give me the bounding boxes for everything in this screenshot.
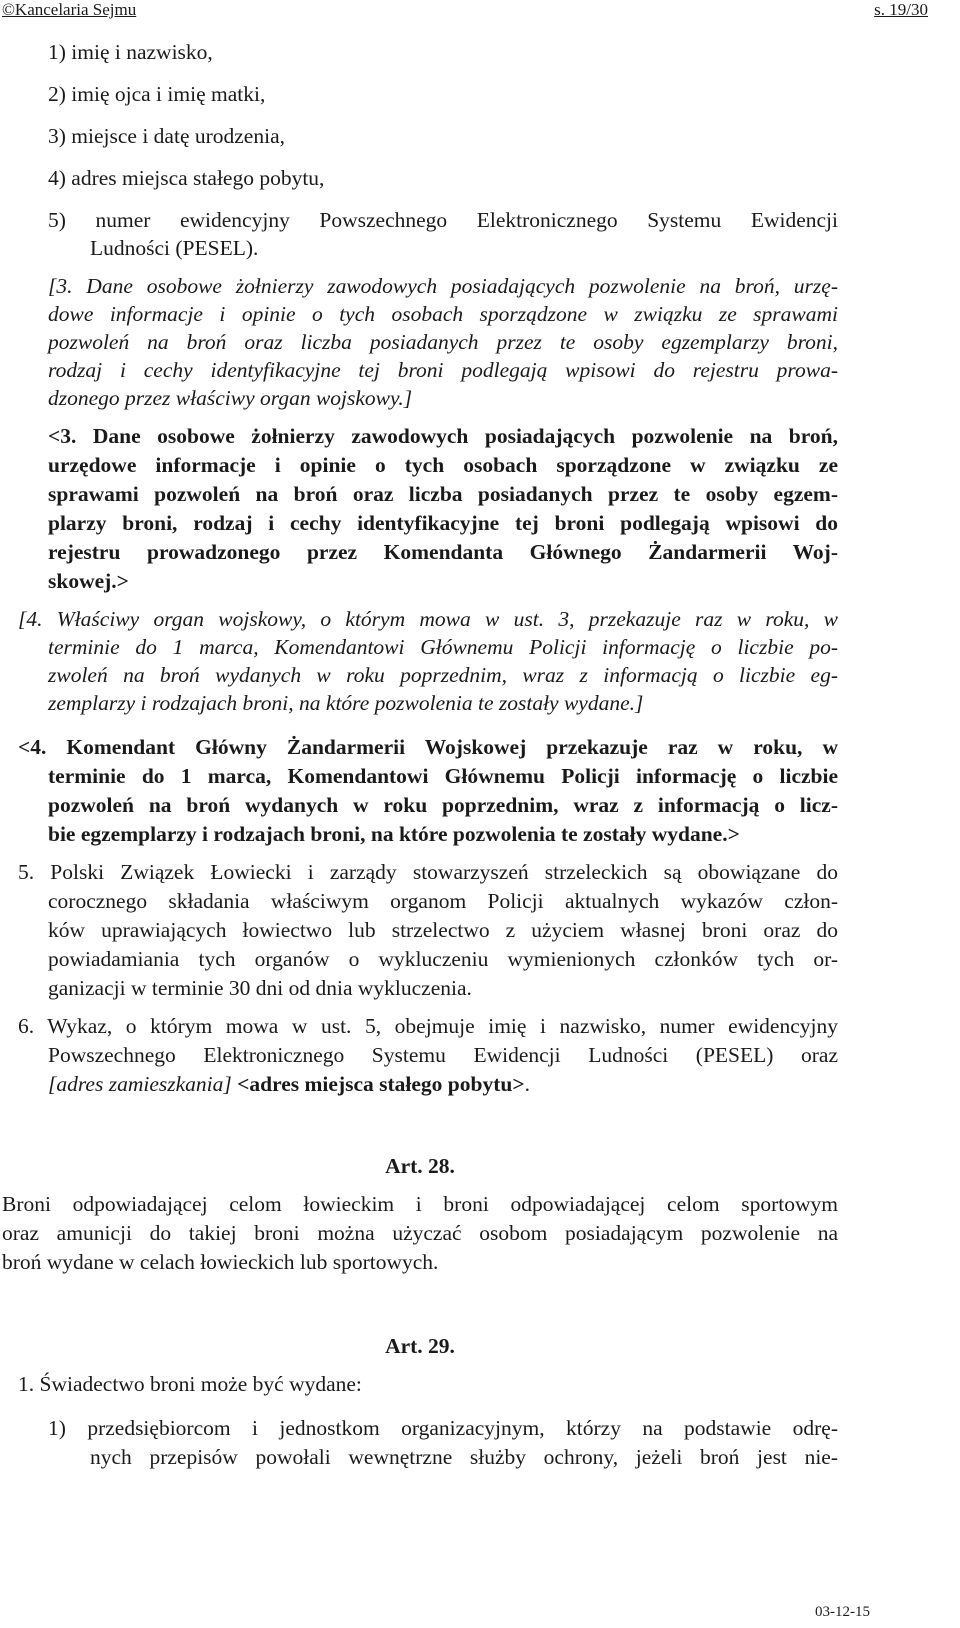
text-line: <3. Dane osobowe żołnierzy zawodowych posiadających pozwolenie na broń, <box>48 424 838 448</box>
text-line: zwoleń na broń wydanych w roku poprzednim, wraz z informacją o liczbie eg- <box>48 663 838 687</box>
header-page-number: s. 19/30 <box>874 0 928 19</box>
text-line: bie egzemplarzy i rodzajach broni, na które pozwolenia te zostały wydane.> <box>48 822 740 846</box>
list-item: 1) imię i nazwisko, <box>48 40 213 64</box>
list-item: 2) imię ojca i imię matki, <box>48 82 266 106</box>
text-line: dzonego przez właściwy organ wojskowy.] <box>48 386 413 410</box>
header-copyright: ©Kancelaria Sejmu <box>2 0 137 19</box>
text-line: terminie do 1 marca, Komendantowi Głównemu Policji informację o liczbie <box>48 764 838 788</box>
list-item: 3) miejsce i datę urodzenia, <box>48 124 285 148</box>
text-line <box>48 1070 530 1098</box>
text-line: Powszechnego Elektronicznego Systemu Ewidencji Ludności (PESEL) oraz <box>48 1043 838 1067</box>
period: . <box>524 1072 530 1096</box>
text-line: powiadamiania tych organów o wykluczeniu wymienionych członków tych or- <box>48 947 838 971</box>
added-text: <adres miejsca stałego pobytu> <box>237 1072 525 1096</box>
text-line: zemplarzy i rodzajach broni, na które pozwolenia te zostały wydane.] <box>48 691 644 715</box>
text-line: 6. Wykaz, o którym mowa w ust. 5, obejmuje imię i nazwisko, numer ewidencyjny <box>18 1014 838 1038</box>
text-line: [3. Dane osobowe żołnierzy zawodowych posiadających pozwolenie na broń, urzę- <box>48 274 838 298</box>
text-line: terminie do 1 marca, Komendantowi Głównemu Policji informację o liczbie po- <box>48 635 838 659</box>
footer-date: 03-12-15 <box>815 1604 870 1620</box>
text-line: oraz amunicji do takiej broni można użyczać osobom posiadającym pozwolenie na <box>2 1221 838 1245</box>
text-line: <4. Komendant Główny Żandarmerii Wojskowej przekazuje raz w roku, w <box>18 735 838 759</box>
text-line: nych przepisów powołali wewnętrzne służby ochrony, jeżeli broń jest nie- <box>90 1445 838 1469</box>
list-item-continuation: Ludności (PESEL). <box>90 236 259 260</box>
text-line: ganizacji w terminie 30 dni od dnia wykluczenia. <box>48 976 472 1000</box>
text-line: [4. Właściwy organ wojskowy, o którym mowa w ust. 3, przekazuje raz w roku, w <box>18 607 838 631</box>
text-line: dowe informacje i opinie o tych osobach sporządzone w związku ze sprawami <box>48 302 838 326</box>
text-line: pozwoleń na broń oraz liczba posiadanych przez te osoby egzemplarzy broni, <box>48 330 838 354</box>
list-item: 4) adres miejsca stałego pobytu, <box>48 166 325 190</box>
text-line: corocznego składania właściwym organom Policji aktualnych wykazów człon- <box>48 889 838 913</box>
text-line: skowej.> <box>48 569 129 593</box>
removed-text: [adres zamieszkania] <box>48 1072 232 1096</box>
text-line: rodzaj i cechy identyfikacyjne tej broni podlegają wpisowi do rejestru prowa- <box>48 358 838 382</box>
text-line: broń wydane w celach łowieckich lub sportowych. <box>2 1250 439 1274</box>
text-line: ków uprawiających łowiectwo lub strzelectwo z użyciem własnej broni oraz do <box>48 918 838 942</box>
article-28-title: Art. 28. <box>385 1154 455 1178</box>
article-29-title: Art. 29. <box>385 1334 455 1358</box>
text-line: pozwoleń na broń wydanych w roku poprzednim, wraz z informacją o licz- <box>48 793 838 817</box>
list-item: 5) numer ewidencyjny Powszechnego Elektronicznego Systemu Ewidencji <box>48 208 838 232</box>
article-29-paragraph-1: 1. Świadectwo broni może być wydane: <box>18 1372 362 1396</box>
text-line: urzędowe informacje i opinie o tych osobach sporządzone w związku ze <box>48 453 838 477</box>
text-line: 5. Polski Związek Łowiecki i zarządy stowarzyszeń strzeleckich są obowiązane do <box>18 860 838 884</box>
text-line: plarzy broni, rodzaj i cechy identyfikacyjne tej broni podlegają wpisowi do <box>48 511 838 535</box>
text-line: Broni odpowiadającej celom łowieckim i broni odpowiadającej celom sportowym <box>2 1192 838 1216</box>
text-line: 1) przedsiębiorcom i jednostkom organizacyjnym, którzy na podstawie odrę- <box>48 1416 838 1440</box>
text-line: rejestru prowadzonego przez Komendanta Głównego Żandarmerii Woj- <box>48 540 838 564</box>
text-line: sprawami pozwoleń na broń oraz liczba posiadanych przez te osoby egzem- <box>48 482 838 506</box>
